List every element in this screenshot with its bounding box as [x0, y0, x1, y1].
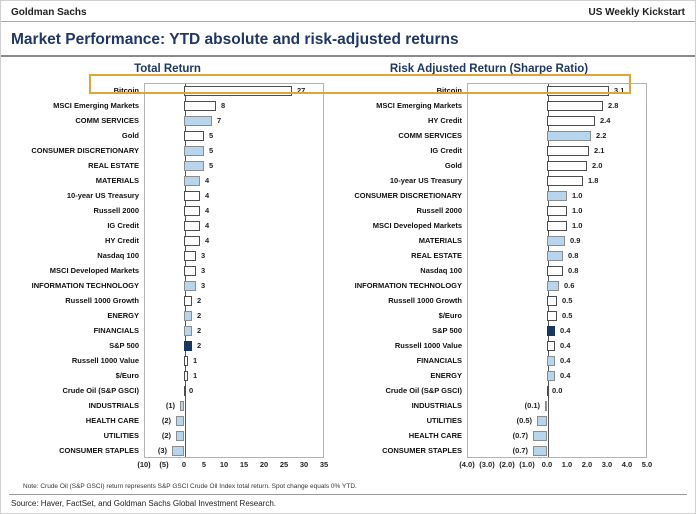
row-label: Gold — [121, 131, 139, 140]
bar-value: 3 — [201, 281, 206, 290]
bar-white — [184, 236, 200, 246]
source-line: Source: Haver, FactSet, and Goldman Sachs Global Investment Research. — [11, 499, 277, 508]
bar-value: 5 — [209, 161, 214, 170]
bar-white — [184, 296, 192, 306]
row-plot — [144, 323, 324, 338]
bar-blue — [184, 311, 192, 321]
row-label: ENERGY — [107, 311, 139, 320]
bar-value: 0.8 — [568, 266, 579, 275]
chart-row — [331, 113, 647, 128]
row-label: Bitcoin — [436, 86, 462, 95]
axis-tick-label: 1.0 — [561, 460, 573, 469]
axis-tick-label: 5 — [201, 460, 207, 469]
chart-row — [11, 308, 324, 323]
chart-row — [11, 203, 324, 218]
bar-value: 0.4 — [560, 341, 571, 350]
row-plot — [467, 323, 647, 338]
bar-blue — [176, 431, 184, 441]
bar-blue — [180, 401, 184, 411]
bar-value: 8 — [221, 101, 226, 110]
row-label: Russell 1000 Growth — [65, 296, 139, 305]
footnote: Note: Crude Oil (S&P GSCI) return represents S&P GSCI Crude Oil Index total return. Spot change equals 0% YTD. — [23, 483, 357, 490]
row-plot — [144, 398, 324, 413]
bar-value: 4 — [205, 236, 210, 245]
chart-row — [11, 248, 324, 263]
bar-value: 5 — [209, 146, 214, 155]
bar-value: 0.9 — [570, 236, 581, 245]
row-plot — [467, 98, 647, 113]
bar-value: 4 — [205, 176, 210, 185]
row-label: Nasdaq 100 — [420, 266, 462, 275]
chart-row — [11, 173, 324, 188]
row-plot — [144, 383, 324, 398]
row-plot — [144, 293, 324, 308]
row-label: IG Credit — [430, 146, 462, 155]
chart-row — [331, 98, 647, 113]
row-label: COMM SERVICES — [398, 131, 462, 140]
brand-goldman-sachs: Goldman Sachs — [11, 7, 87, 18]
axis-tick-label: (10) — [137, 460, 151, 469]
bar-value: 1.0 — [572, 206, 583, 215]
bar-value: (2) — [161, 416, 171, 425]
row-plot — [467, 128, 647, 143]
chart-row — [11, 443, 324, 458]
chart-row — [11, 83, 324, 98]
row-label: REAL ESTATE — [411, 251, 462, 260]
chart-rows-sharpe-ratio — [331, 83, 647, 458]
bar-value: 2.2 — [596, 131, 607, 140]
row-label: IG Credit — [107, 221, 139, 230]
row-label: $/Euro — [438, 311, 462, 320]
bar-blue — [184, 326, 192, 336]
bar-white — [547, 146, 589, 156]
chart-row — [11, 353, 324, 368]
bar-value: 4 — [205, 206, 210, 215]
bar-value: (3) — [157, 446, 167, 455]
bar-value: 0.0 — [552, 386, 563, 395]
chart-row — [11, 428, 324, 443]
chart-row — [11, 413, 324, 428]
page-title: Market Performance: YTD absolute and risk-adjusted returns — [1, 22, 695, 57]
bar-value: 1.8 — [588, 176, 599, 185]
bar-value: 2 — [197, 341, 202, 350]
chart-row — [331, 128, 647, 143]
row-label: REAL ESTATE — [88, 161, 139, 170]
bar-blue — [172, 446, 184, 456]
row-plot — [467, 368, 647, 383]
bar-value: 5 — [209, 131, 214, 140]
bar-white — [184, 191, 200, 201]
row-label: MSCI Developed Markets — [49, 266, 139, 275]
bar-white — [184, 266, 196, 276]
row-label: INDUSTRIALS — [411, 401, 462, 410]
bar-white — [184, 221, 200, 231]
report-name: US Weekly Kickstart — [588, 7, 685, 18]
bar-value: 3 — [201, 251, 206, 260]
row-label: Gold — [444, 161, 462, 170]
bar-white — [184, 251, 196, 261]
row-plot — [467, 398, 647, 413]
row-plot — [144, 83, 324, 98]
bar-value: 1 — [193, 371, 198, 380]
bar-white — [184, 206, 200, 216]
axis-tick-label: (4.0) — [459, 460, 475, 469]
bar-value: 0.8 — [568, 251, 579, 260]
footer-divider — [9, 494, 687, 495]
chart-row — [331, 323, 647, 338]
row-plot — [144, 143, 324, 158]
bar-value: 0.4 — [560, 326, 571, 335]
chart-row — [11, 263, 324, 278]
row-label: INFORMATION TECHNOLOGY — [31, 281, 139, 290]
bar-navy — [184, 341, 192, 351]
row-label: MSCI Developed Markets — [372, 221, 462, 230]
row-label: 10-year US Treasury — [66, 191, 139, 200]
bar-value: (1) — [165, 401, 175, 410]
row-label: S&P 500 — [109, 341, 139, 350]
row-plot — [467, 293, 647, 308]
chart-row — [331, 233, 647, 248]
row-plot — [144, 158, 324, 173]
bar-white — [547, 296, 557, 306]
chart-row — [11, 218, 324, 233]
row-plot — [467, 413, 647, 428]
row-label: 10-year US Treasury — [389, 176, 462, 185]
row-label: HEALTH CARE — [408, 431, 462, 440]
row-label: HEALTH CARE — [85, 416, 139, 425]
chart-row — [331, 188, 647, 203]
row-label: Russell 1000 Growth — [388, 296, 462, 305]
row-plot — [144, 413, 324, 428]
bar-white — [547, 161, 587, 171]
chart-row — [331, 248, 647, 263]
row-plot — [144, 428, 324, 443]
bar-value: (0.1) — [524, 401, 540, 410]
chart-row — [331, 443, 647, 458]
bar-value: 0.5 — [562, 311, 573, 320]
chart-row — [11, 293, 324, 308]
bar-value: 3.1 — [614, 86, 625, 95]
bar-white — [547, 341, 555, 351]
x-axis-sharpe-ratio — [331, 460, 653, 473]
bar-white — [547, 86, 609, 96]
bar-blue — [537, 416, 547, 426]
bar-value: 2.0 — [592, 161, 603, 170]
bar-value: 0.4 — [560, 371, 571, 380]
page-header — [1, 1, 695, 22]
chart-row — [331, 263, 647, 278]
bar-value: 0.6 — [564, 281, 575, 290]
chart-row — [331, 338, 647, 353]
axis-tick-label: 0.0 — [541, 460, 553, 469]
axis-tick-label: (3.0) — [479, 460, 495, 469]
chart-row — [331, 383, 647, 398]
bar-white — [547, 176, 583, 186]
axis-tick-label: 0 — [181, 460, 187, 469]
bar-value: 7 — [217, 116, 222, 125]
chart-row — [11, 143, 324, 158]
chart-row — [331, 308, 647, 323]
chart-row — [11, 383, 324, 398]
row-plot — [467, 113, 647, 128]
chart-row — [331, 218, 647, 233]
row-label: $/Euro — [115, 371, 139, 380]
axis-tick-label: 4.0 — [621, 460, 633, 469]
bar-white — [547, 221, 567, 231]
bar-blue — [547, 236, 565, 246]
row-plot — [144, 263, 324, 278]
bar-value: 2.8 — [608, 101, 619, 110]
row-label: Russell 1000 Value — [394, 341, 462, 350]
row-label: MATERIALS — [418, 236, 462, 245]
axis-tick-label: 35 — [319, 460, 329, 469]
chart-row — [11, 278, 324, 293]
x-axis-total-return — [11, 460, 329, 473]
bar-value: 1 — [193, 356, 198, 365]
chart-row — [11, 323, 324, 338]
row-plot — [467, 278, 647, 293]
row-plot — [144, 338, 324, 353]
bar-white — [184, 386, 186, 396]
chart-row — [331, 413, 647, 428]
bar-value: (2) — [161, 431, 171, 440]
row-plot — [144, 188, 324, 203]
chart-row — [331, 158, 647, 173]
chart-row — [11, 233, 324, 248]
row-plot — [144, 353, 324, 368]
bar-white — [547, 386, 549, 396]
row-plot — [467, 203, 647, 218]
row-plot — [467, 248, 647, 263]
bar-white — [547, 206, 567, 216]
bar-value: 0.4 — [560, 356, 571, 365]
row-label: COMM SERVICES — [75, 116, 139, 125]
bar-value: 4 — [205, 191, 210, 200]
bar-blue — [184, 146, 204, 156]
row-plot — [467, 338, 647, 353]
bar-blue — [176, 416, 184, 426]
bar-value: 2 — [197, 326, 202, 335]
row-plot — [144, 113, 324, 128]
row-plot — [144, 203, 324, 218]
axis-tick-label: (1.0) — [519, 460, 535, 469]
bar-white — [184, 356, 188, 366]
bar-value: (0.5) — [516, 416, 532, 425]
row-plot — [144, 218, 324, 233]
row-label: ENERGY — [430, 371, 462, 380]
bar-value: (0.7) — [512, 446, 528, 455]
chart-row — [331, 143, 647, 158]
row-plot — [144, 173, 324, 188]
axis-tick-label: 15 — [239, 460, 249, 469]
chart-row — [11, 188, 324, 203]
chart-row — [11, 368, 324, 383]
row-plot — [467, 443, 647, 458]
row-label: Russell 1000 Value — [71, 356, 139, 365]
bar-value: 27 — [297, 86, 306, 95]
axis-tick-label: 25 — [279, 460, 289, 469]
row-label: Crude Oil (S&P GSCI) — [62, 386, 139, 395]
bar-blue — [545, 401, 547, 411]
bar-blue — [547, 191, 567, 201]
row-label: UTILITIES — [103, 431, 139, 440]
bar-blue — [547, 281, 559, 291]
row-label: CONSUMER STAPLES — [382, 446, 462, 455]
bar-white — [184, 131, 204, 141]
axis-tick-label: (2.0) — [499, 460, 515, 469]
chart-row — [331, 353, 647, 368]
axis-tick-label: 10 — [219, 460, 229, 469]
bar-blue — [533, 431, 547, 441]
chart-row — [331, 428, 647, 443]
bar-white — [547, 101, 603, 111]
row-plot — [144, 128, 324, 143]
row-label: INFORMATION TECHNOLOGY — [354, 281, 462, 290]
axis-tick-label: 2.0 — [581, 460, 593, 469]
charts-area — [1, 57, 695, 473]
bar-navy — [547, 326, 555, 336]
chart-title-sharpe-ratio: Risk Adjusted Return (Sharpe Ratio) — [389, 63, 589, 75]
bar-white — [184, 101, 216, 111]
row-label: CONSUMER DISCRETIONARY — [31, 146, 139, 155]
axis-tick-label: (5) — [159, 460, 169, 469]
chart-row — [11, 158, 324, 173]
bar-blue — [533, 446, 547, 456]
chart-row — [331, 203, 647, 218]
chart-row — [331, 368, 647, 383]
row-label: MSCI Emerging Markets — [53, 101, 139, 110]
row-label: HY Credit — [427, 116, 462, 125]
row-plot — [467, 158, 647, 173]
chart-sharpe-ratio — [331, 63, 653, 473]
row-plot — [467, 353, 647, 368]
bar-value: 4 — [205, 221, 210, 230]
chart-row — [331, 173, 647, 188]
bar-blue — [184, 281, 196, 291]
row-label: Bitcoin — [113, 86, 139, 95]
bar-blue — [184, 116, 212, 126]
row-plot — [144, 308, 324, 323]
chart-row — [331, 278, 647, 293]
row-plot — [467, 188, 647, 203]
row-plot — [467, 218, 647, 233]
row-label: S&P 500 — [432, 326, 462, 335]
bar-value: 2.1 — [594, 146, 605, 155]
row-plot — [467, 383, 647, 398]
chart-row — [331, 398, 647, 413]
chart-total-return — [11, 63, 329, 473]
bar-value: 2 — [197, 296, 202, 305]
row-plot — [144, 248, 324, 263]
chart-row — [11, 338, 324, 353]
chart-row — [11, 128, 324, 143]
bar-white — [547, 116, 595, 126]
chart-rows-total-return — [11, 83, 324, 458]
row-plot — [144, 443, 324, 458]
bar-value: 3 — [201, 266, 206, 275]
bar-blue — [547, 131, 591, 141]
row-plot — [467, 233, 647, 248]
row-plot — [467, 308, 647, 323]
axis-tick-label: 5.0 — [641, 460, 653, 469]
row-plot — [144, 98, 324, 113]
row-plot — [144, 278, 324, 293]
bar-blue — [547, 371, 555, 381]
bar-white — [547, 266, 563, 276]
bar-blue — [547, 356, 555, 366]
bar-blue — [547, 251, 563, 261]
axis-tick-label: 20 — [259, 460, 269, 469]
bar-value: 1.0 — [572, 221, 583, 230]
row-label: Russell 2000 — [93, 206, 139, 215]
chart-row — [331, 83, 647, 98]
row-plot — [467, 428, 647, 443]
chart-row — [11, 98, 324, 113]
row-label: MATERIALS — [95, 176, 139, 185]
axis-tick-label: 3.0 — [601, 460, 613, 469]
bar-value: (0.7) — [512, 431, 528, 440]
bar-white — [184, 371, 188, 381]
chart-row — [11, 113, 324, 128]
row-plot — [467, 83, 647, 98]
row-label: CONSUMER DISCRETIONARY — [354, 191, 462, 200]
row-label: FINANCIALS — [416, 356, 462, 365]
axis-tick-label: 30 — [299, 460, 309, 469]
bar-value: 0.5 — [562, 296, 573, 305]
row-label: Nasdaq 100 — [97, 251, 139, 260]
row-label: CONSUMER STAPLES — [59, 446, 139, 455]
row-plot — [144, 368, 324, 383]
row-label: UTILITIES — [426, 416, 462, 425]
chart-row — [331, 293, 647, 308]
row-label: FINANCIALS — [93, 326, 139, 335]
chart-row — [11, 398, 324, 413]
row-label: INDUSTRIALS — [88, 401, 139, 410]
row-label: MSCI Emerging Markets — [376, 101, 462, 110]
row-plot — [467, 173, 647, 188]
row-label: Crude Oil (S&P GSCI) — [385, 386, 462, 395]
bar-value: 2 — [197, 311, 202, 320]
bar-blue — [184, 161, 204, 171]
bar-white — [184, 86, 292, 96]
bar-white — [547, 311, 557, 321]
row-plot — [467, 143, 647, 158]
row-plot — [467, 263, 647, 278]
row-label: Russell 2000 — [416, 206, 462, 215]
row-label: HY Credit — [104, 236, 139, 245]
row-plot — [144, 233, 324, 248]
chart-title-total-return: Total Return — [134, 63, 201, 75]
bar-value: 2.4 — [600, 116, 611, 125]
bar-value: 0 — [189, 386, 194, 395]
bar-blue — [184, 176, 200, 186]
bar-value: 1.0 — [572, 191, 583, 200]
